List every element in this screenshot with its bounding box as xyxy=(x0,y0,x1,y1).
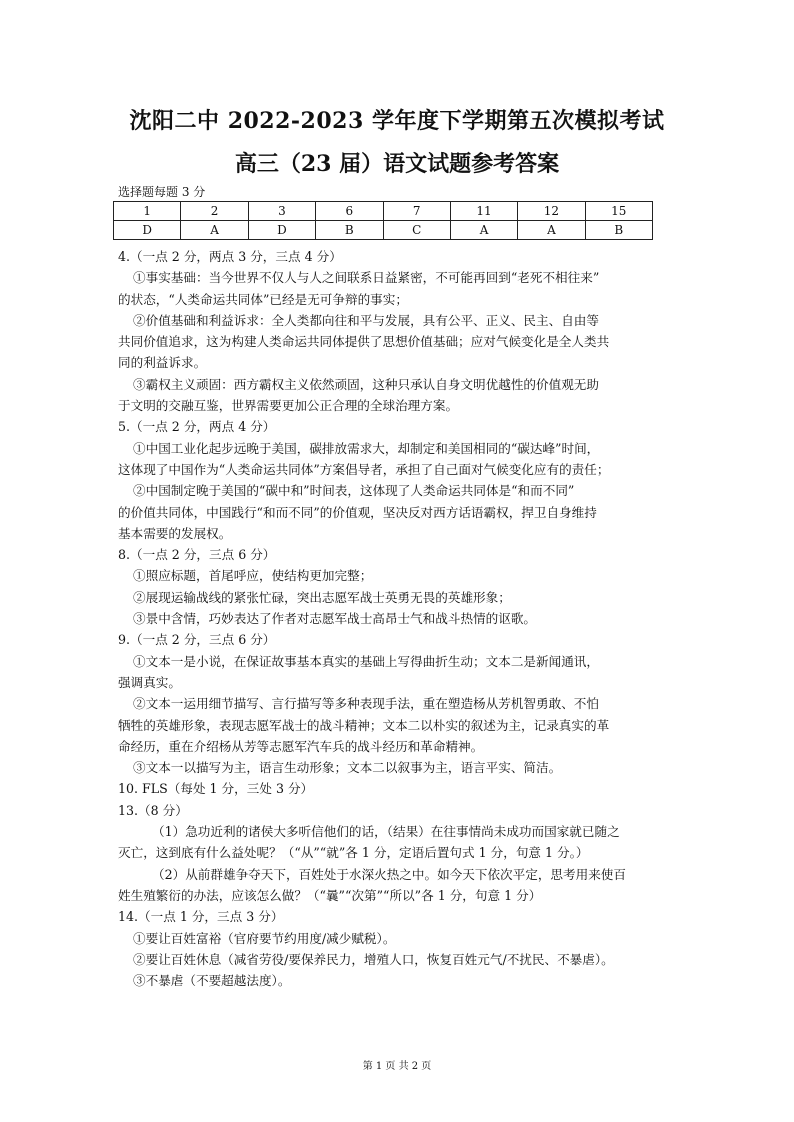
question-number-row xyxy=(114,202,653,221)
question-heading: 8.（一点 2 分，三点 6 分） xyxy=(118,547,276,563)
answer-line: ③不暴虐（不要超越法度）。 xyxy=(133,973,291,989)
question-heading: 14.（一点 1 分，三点 3 分） xyxy=(118,909,284,925)
answer-line: 共同价值追求，这为构建人类命运共同体提供了思想价值基础；应对气候变化是全人类共 xyxy=(118,334,610,350)
answer-line: （2）从前群雄争夺天下，百姓处于水深火热之中。如今天下依次平定，思考用来使百 xyxy=(152,866,626,882)
answer-line: 基本需要的发展权。 xyxy=(118,525,232,541)
question-heading: 13.（8 分） xyxy=(118,802,188,818)
answer-line: ②展现运输战线的紧张忙碌，突出志愿军战士英勇无畏的英雄形象； xyxy=(133,589,511,605)
answer-line: 同的利益诉求。 xyxy=(118,355,207,371)
answer-cell: B xyxy=(585,221,652,240)
answer-cell: A xyxy=(518,221,585,240)
answer-line: ①照应标题，首尾呼应，使结构更加完整； xyxy=(133,568,373,584)
answer-line: ①中国工业化起步远晚于美国，碳排放需求大，却制定和美国相同的“碳达峰”时间， xyxy=(133,440,600,456)
answer-cell: A xyxy=(181,221,248,240)
answer-row xyxy=(114,221,653,240)
question-number: 11 xyxy=(450,202,517,221)
answer-cell: B xyxy=(316,221,383,240)
answer-line: ②要让百姓休息（减省劳役/要保养民力，增殖人口，恢复百姓元气/不扰民、不暴虐）。 xyxy=(133,951,614,967)
answer-line: ③文本一以描写为主，语言生动形象；文本二以叙事为主，语言平实、简洁。 xyxy=(133,760,562,776)
page-title: 沈阳二中 2022-2023 学年度下学期第五次模拟考试 xyxy=(129,108,665,134)
answer-line: 于文明的交融互鉴，世界需要更加公正合理的全球治理方案。 xyxy=(118,398,459,414)
answer-line: 命经历，重在介绍杨从芳等志愿军汽车兵的战斗经历和革命精神。 xyxy=(118,738,484,754)
answer-line: ②价值基础和利益诉求：全人类都向往和平与发展，具有公平、正义、民主、自由等 xyxy=(133,312,599,328)
question-number: 1 xyxy=(114,202,181,221)
question-number: 12 xyxy=(518,202,585,221)
question-number: 7 xyxy=(383,202,450,221)
answer-line: 这体现了中国作为“人类命运共同体”方案倡导者，承担了自己面对气候变化应有的责任； xyxy=(118,461,610,477)
answer-line: 的价值共同体，中国践行“和而不同”的价值观，坚决反对西方话语霸权，捍卫自身维持 xyxy=(118,504,597,520)
mcq-answer-table xyxy=(113,201,653,240)
question-number: 6 xyxy=(316,202,383,221)
answer-line: ①事实基础：当今世界不仅人与人之间联系日益紧密，不可能再回到“老死不相往来” xyxy=(133,270,600,286)
question-heading: 4.（一点 2 分，两点 3 分，三点 4 分） xyxy=(118,249,342,264)
page-subtitle: 高三（23 届）语文试题参考答案 xyxy=(234,151,560,177)
answer-line: 姓生殖繁衍的办法，应该怎么做？（“曩”“次第”“所以”各 1 分，句意 1 分） xyxy=(118,887,542,903)
question-heading: 9.（一点 2 分，三点 6 分） xyxy=(118,632,276,648)
question-heading: 10. FLS（每处 1 分，三处 3 分） xyxy=(118,781,314,797)
answer-body xyxy=(118,246,678,991)
answer-cell: D xyxy=(248,221,315,240)
answer-line: 强调真实。 xyxy=(118,674,181,690)
question-heading: 5.（一点 2 分，两点 4 分） xyxy=(118,419,276,435)
answer-line: ①要让百姓富裕（官府要节约用度/减少赋税）。 xyxy=(133,930,396,946)
answer-line: 牺牲的英雄形象，表现志愿军战士的战斗精神；文本二以朴实的叙述为主，记录真实的革 xyxy=(118,717,610,733)
answer-line: ②文本一运用细节描写、言行描写等多种表现手法，重在塑造杨从芳机智勇敢、不怕 xyxy=(133,696,599,712)
question-number: 2 xyxy=(181,202,248,221)
answer-cell: C xyxy=(383,221,450,240)
question-number: 3 xyxy=(248,202,315,221)
answer-line: （1）急功近利的诸侯大多听信他们的话，（结果）在往事情尚未成功而国家就已随之 xyxy=(152,824,620,840)
answer-line: 的状态，“人类命运共同体”已经是无可争辩的事实； xyxy=(118,291,408,307)
answer-cell: A xyxy=(450,221,517,240)
answer-line: ③景中含情，巧妙表达了作者对志愿军战士高昂士气和战斗热情的讴歌。 xyxy=(133,611,536,627)
page-footer: 第 1 页 共 2 页 xyxy=(362,1061,432,1072)
answer-line: ②中国制定晚于美国的“碳中和”时间表，这体现了人类命运共同体是“和而不同” xyxy=(133,483,575,499)
question-number: 15 xyxy=(585,202,652,221)
answer-line: ③霸权主义顽固：西方霸权主义依然顽固，这种只承认自身文明优越性的价值观无助 xyxy=(133,376,599,392)
mcq-caption: 选择题每题 3 分 xyxy=(118,185,206,199)
answer-line: 灭亡，这到底有什么益处呢？（“从”“就”各 1 分，定语后置句式 1 分，句意 1 分。） xyxy=(118,845,589,861)
answer-line: ①文本一是小说，在保证故事基本真实的基础上写得曲折生动；文本二是新闻通讯， xyxy=(133,653,599,669)
answer-cell: D xyxy=(114,221,181,240)
